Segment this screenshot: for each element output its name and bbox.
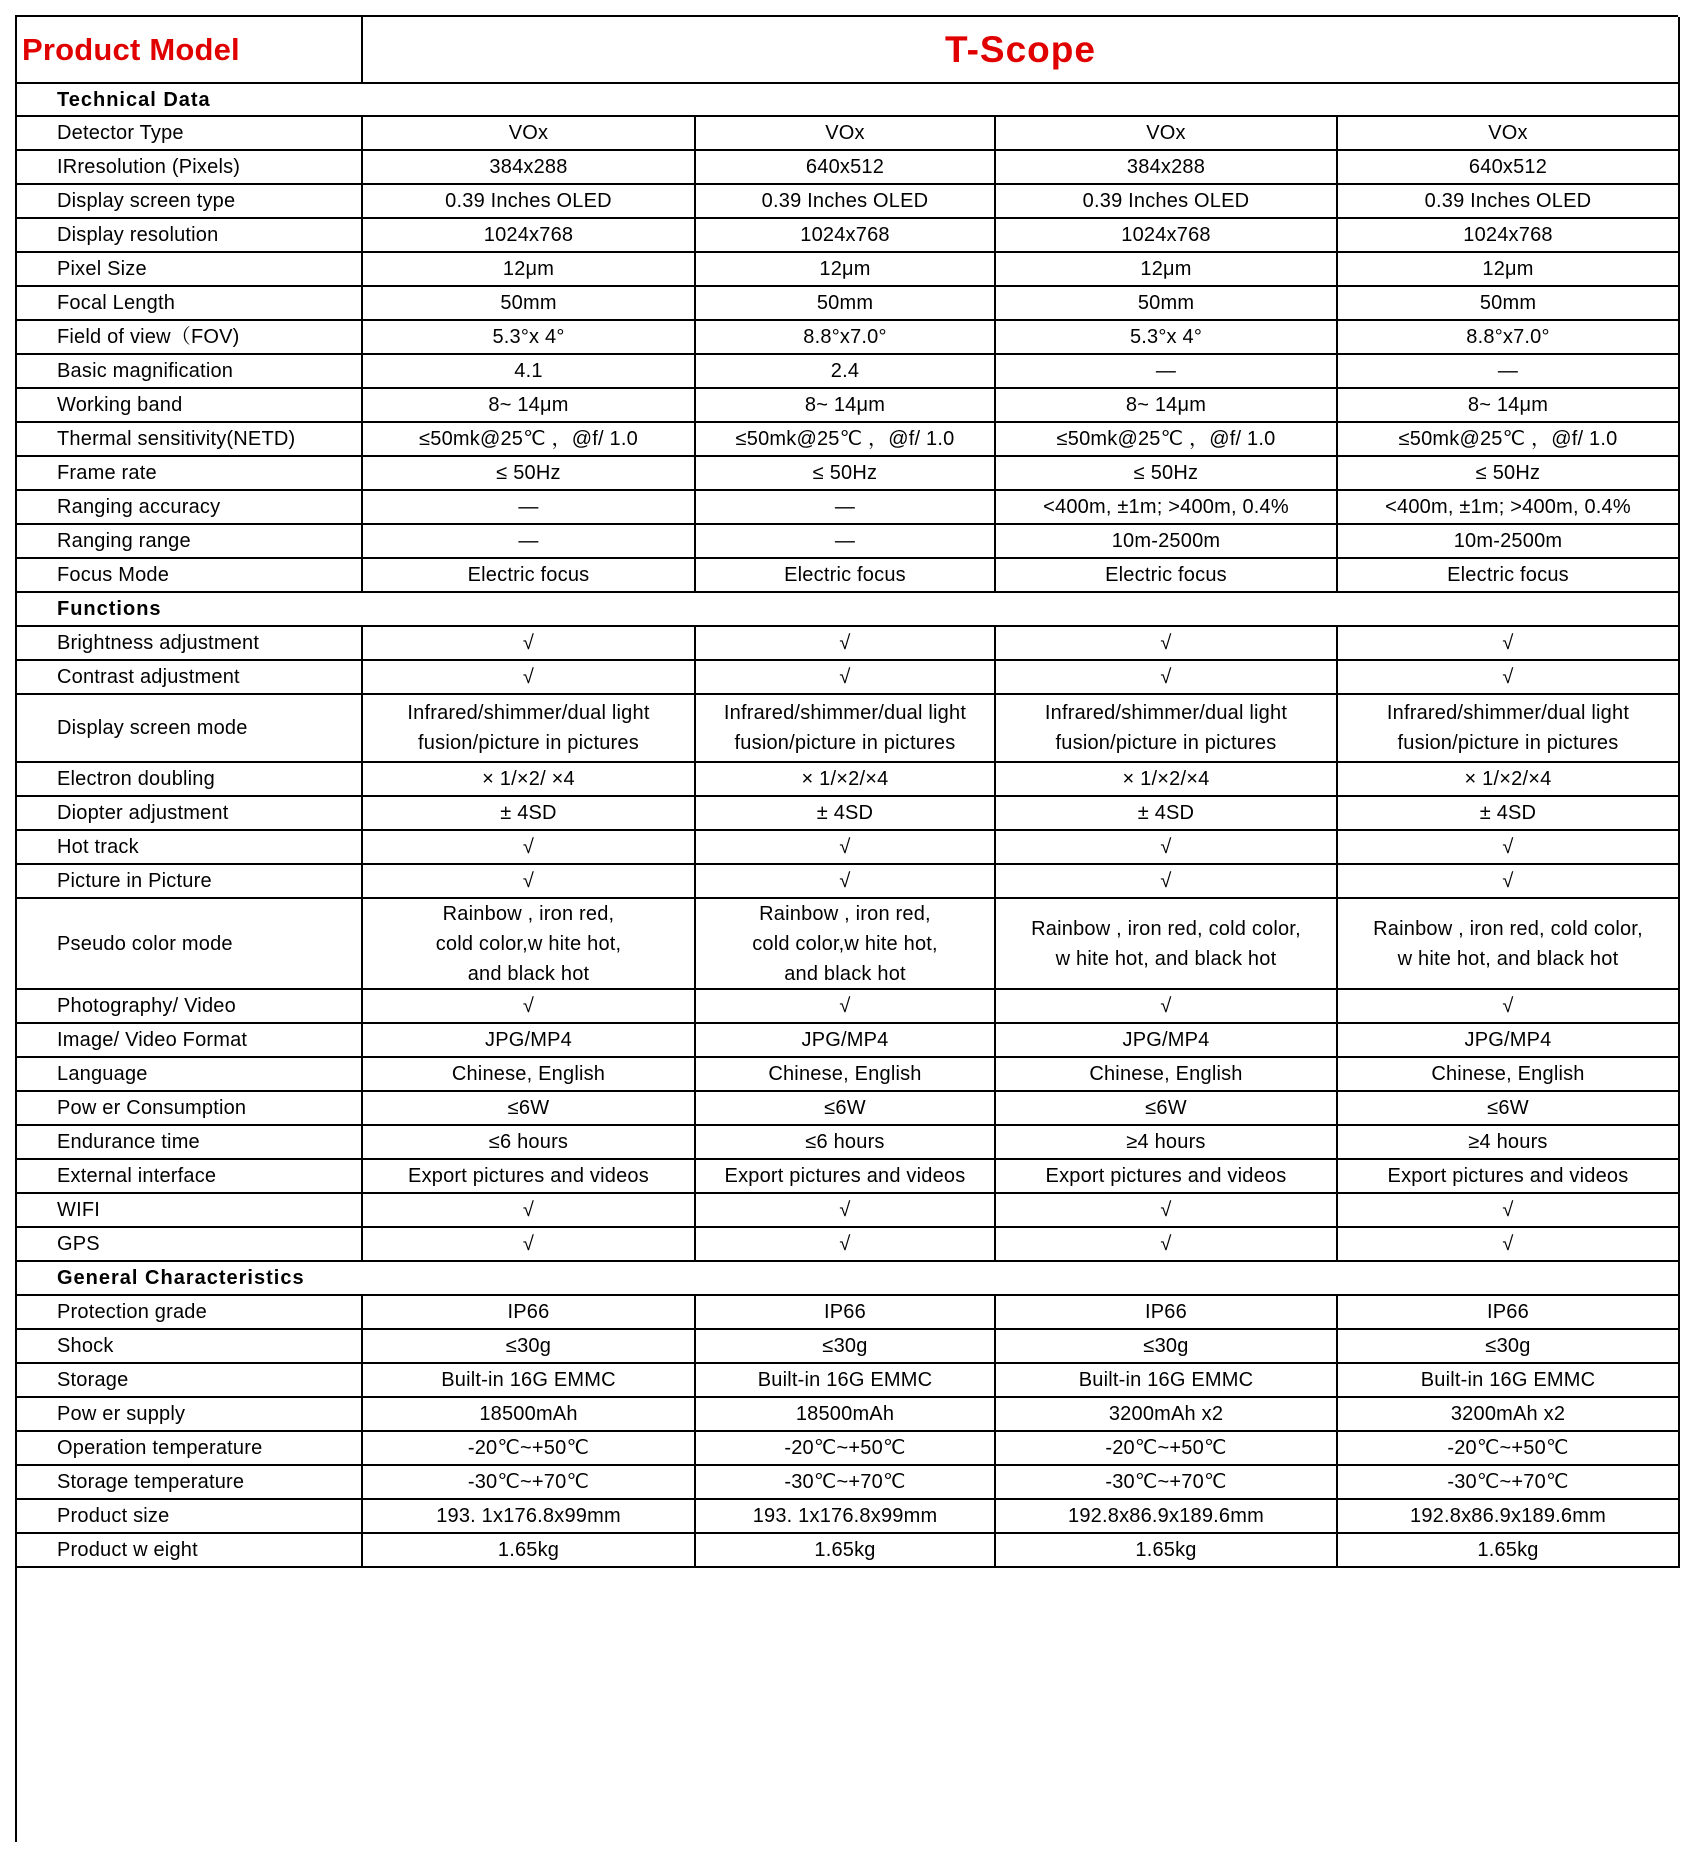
spec-row-label: GPS: [17, 1228, 363, 1262]
spec-value-model-1: Electric focus: [363, 559, 696, 593]
spec-value-model-4: √: [1338, 1228, 1680, 1262]
spec-value-model-4: <400m, ±1m; >400m, 0.4%: [1338, 491, 1680, 525]
spec-value-model-2: VOx: [696, 117, 996, 151]
spec-value-model-4: 12μm: [1338, 253, 1680, 287]
spec-row-label: External interface: [17, 1160, 363, 1194]
spec-value-model-1: √: [363, 1228, 696, 1262]
spec-row-label: Protection grade: [17, 1296, 363, 1330]
spec-value-model-1: ≤50mk@25℃ ，@f/ 1.0: [363, 423, 696, 457]
spec-row-label: Product size: [17, 1500, 363, 1534]
spec-row-label: Hot track: [17, 831, 363, 865]
spec-value-model-2: IP66: [696, 1296, 996, 1330]
spec-value-model-4: ≤30g: [1338, 1330, 1680, 1364]
spec-value-model-1: ± 4SD: [363, 797, 696, 831]
spec-value-model-4: ≤6W: [1338, 1092, 1680, 1126]
spec-value-model-2: Electric focus: [696, 559, 996, 593]
spec-value-model-3: Rainbow , iron red, cold color, w hite hot, and black hot: [996, 899, 1338, 990]
spec-value-model-2: ≤30g: [696, 1330, 996, 1364]
spec-value-model-3: <400m, ±1m; >400m, 0.4%: [996, 491, 1338, 525]
spec-value-model-2: √: [696, 865, 996, 899]
spec-value-model-4: 1024x768: [1338, 219, 1680, 253]
spec-value-model-2: ≤6W: [696, 1092, 996, 1126]
spec-row-label: Endurance time: [17, 1126, 363, 1160]
spec-value-model-3: Infrared/shimmer/dual light fusion/picture in pictures: [996, 695, 1338, 763]
spec-value-model-3: JPG/MP4: [996, 1024, 1338, 1058]
spec-row-label: Storage: [17, 1364, 363, 1398]
spec-value-model-3: ≤ 50Hz: [996, 457, 1338, 491]
spec-value-model-3: 10m-2500m: [996, 525, 1338, 559]
spec-row-label: Pixel Size: [17, 253, 363, 287]
spec-value-model-1: —: [363, 491, 696, 525]
spec-value-model-2: 8.8°x7.0°: [696, 321, 996, 355]
spec-value-model-2: 193. 1x176.8x99mm: [696, 1500, 996, 1534]
spec-value-model-2: Rainbow , iron red, cold color,w hite hot, and black hot: [696, 899, 996, 990]
spec-value-model-3: ≤50mk@25℃ ，@f/ 1.0: [996, 423, 1338, 457]
spec-row-label: IRresolution (Pixels): [17, 151, 363, 185]
spec-value-model-1: ≤ 50Hz: [363, 457, 696, 491]
spec-value-model-3: 1.65kg: [996, 1534, 1338, 1568]
spec-value-model-1: 1.65kg: [363, 1534, 696, 1568]
spec-row-label: Brightness adjustment: [17, 627, 363, 661]
spec-row-label: Ranging range: [17, 525, 363, 559]
spec-value-model-4: √: [1338, 661, 1680, 695]
spec-value-model-4: ≤ 50Hz: [1338, 457, 1680, 491]
spec-row-label: Electron doubling: [17, 763, 363, 797]
product-model-label: Product Model: [17, 17, 363, 84]
spec-value-model-3: 3200mAh x2: [996, 1398, 1338, 1432]
spec-value-model-3: 5.3°x 4°: [996, 321, 1338, 355]
spec-row-label: Display resolution: [17, 219, 363, 253]
spec-value-model-3: 0.39 Inches OLED: [996, 185, 1338, 219]
spec-row-label: Thermal sensitivity(NETD): [17, 423, 363, 457]
spec-value-model-1: 1024x768: [363, 219, 696, 253]
spec-row-label: Shock: [17, 1330, 363, 1364]
spec-value-model-2: √: [696, 1228, 996, 1262]
spec-value-model-3: √: [996, 990, 1338, 1024]
spec-value-model-4: √: [1338, 990, 1680, 1024]
spec-value-model-3: √: [996, 627, 1338, 661]
spec-value-model-1: 50mm: [363, 287, 696, 321]
spec-value-model-4: × 1/×2/×4: [1338, 763, 1680, 797]
spec-value-model-4: —: [1338, 355, 1680, 389]
spec-row-label: Detector Type: [17, 117, 363, 151]
spec-value-model-3: 384x288: [996, 151, 1338, 185]
spec-value-model-4: Export pictures and videos: [1338, 1160, 1680, 1194]
spec-value-model-1: √: [363, 661, 696, 695]
spec-value-model-4: 3200mAh x2: [1338, 1398, 1680, 1432]
spec-row-label: Photography/ Video: [17, 990, 363, 1024]
spec-value-model-3: ≥4 hours: [996, 1126, 1338, 1160]
spec-row-label: Picture in Picture: [17, 865, 363, 899]
spec-value-model-1: -30℃~+70℃: [363, 1466, 696, 1500]
spec-row-label: Pow er supply: [17, 1398, 363, 1432]
spec-row-label: Basic magnification: [17, 355, 363, 389]
spec-value-model-4: ≥4 hours: [1338, 1126, 1680, 1160]
spec-row-label: Display screen mode: [17, 695, 363, 763]
spec-value-model-3: Electric focus: [996, 559, 1338, 593]
spec-value-model-4: 8~ 14μm: [1338, 389, 1680, 423]
spec-value-model-2: 0.39 Inches OLED: [696, 185, 996, 219]
section-heading: Functions: [17, 593, 1680, 627]
spec-value-model-4: -20℃~+50℃: [1338, 1432, 1680, 1466]
spec-value-model-1: 4.1: [363, 355, 696, 389]
spec-value-model-2: ≤50mk@25℃ ，@f/ 1.0: [696, 423, 996, 457]
spec-value-model-3: —: [996, 355, 1338, 389]
spec-value-model-1: √: [363, 990, 696, 1024]
spec-row-label: Focus Mode: [17, 559, 363, 593]
spec-row-label: Pseudo color mode: [17, 899, 363, 990]
spec-value-model-2: ≤6 hours: [696, 1126, 996, 1160]
spec-value-model-3: 192.8x86.9x189.6mm: [996, 1500, 1338, 1534]
spec-value-model-1: Export pictures and videos: [363, 1160, 696, 1194]
spec-value-model-2: -30℃~+70℃: [696, 1466, 996, 1500]
spec-value-model-2: Export pictures and videos: [696, 1160, 996, 1194]
spec-value-model-1: 384x288: [363, 151, 696, 185]
spec-value-model-1: —: [363, 525, 696, 559]
spec-value-model-1: √: [363, 865, 696, 899]
spec-value-model-4: 8.8°x7.0°: [1338, 321, 1680, 355]
spec-value-model-2: JPG/MP4: [696, 1024, 996, 1058]
spec-row-label: Ranging accuracy: [17, 491, 363, 525]
spec-row-label: Contrast adjustment: [17, 661, 363, 695]
spec-value-model-2: ± 4SD: [696, 797, 996, 831]
spec-value-model-2: —: [696, 491, 996, 525]
spec-value-model-2: 1024x768: [696, 219, 996, 253]
spec-row-label: Focal Length: [17, 287, 363, 321]
spec-value-model-1: VOx: [363, 117, 696, 151]
spec-row-label: Diopter adjustment: [17, 797, 363, 831]
spec-value-model-4: 0.39 Inches OLED: [1338, 185, 1680, 219]
spec-value-model-2: Chinese, English: [696, 1058, 996, 1092]
spec-value-model-2: √: [696, 990, 996, 1024]
spec-value-model-4: √: [1338, 627, 1680, 661]
spec-value-model-1: 5.3°x 4°: [363, 321, 696, 355]
spec-value-model-3: √: [996, 1228, 1338, 1262]
spec-value-model-4: 50mm: [1338, 287, 1680, 321]
spec-value-model-4: √: [1338, 831, 1680, 865]
spec-value-model-3: Built-in 16G EMMC: [996, 1364, 1338, 1398]
spec-value-model-2: √: [696, 627, 996, 661]
spec-value-model-3: 50mm: [996, 287, 1338, 321]
spec-value-model-2: √: [696, 661, 996, 695]
spec-row-label: Display screen type: [17, 185, 363, 219]
spec-value-model-2: ≤ 50Hz: [696, 457, 996, 491]
spec-value-model-4: ≤50mk@25℃ ，@f/ 1.0: [1338, 423, 1680, 457]
spec-value-model-2: Built-in 16G EMMC: [696, 1364, 996, 1398]
spec-value-model-2: 640x512: [696, 151, 996, 185]
spec-value-model-4: JPG/MP4: [1338, 1024, 1680, 1058]
spec-value-model-1: √: [363, 831, 696, 865]
spec-value-model-2: √: [696, 1194, 996, 1228]
spec-value-model-2: 2.4: [696, 355, 996, 389]
spec-value-model-3: √: [996, 831, 1338, 865]
spec-value-model-4: IP66: [1338, 1296, 1680, 1330]
spec-value-model-4: √: [1338, 1194, 1680, 1228]
spec-value-model-2: 50mm: [696, 287, 996, 321]
spec-value-model-4: VOx: [1338, 117, 1680, 151]
section-heading: Technical Data: [17, 84, 1680, 117]
spec-value-model-1: 18500mAh: [363, 1398, 696, 1432]
spec-value-model-2: 1.65kg: [696, 1534, 996, 1568]
spec-row-label: Frame rate: [17, 457, 363, 491]
spec-value-model-3: -20℃~+50℃: [996, 1432, 1338, 1466]
section-heading: General Characteristics: [17, 1262, 1680, 1296]
product-model-name: T-Scope: [363, 17, 1680, 84]
spec-value-model-2: —: [696, 525, 996, 559]
spec-value-model-4: -30℃~+70℃: [1338, 1466, 1680, 1500]
spec-value-model-3: IP66: [996, 1296, 1338, 1330]
spec-value-model-1: Rainbow , iron red, cold color,w hite hot, and black hot: [363, 899, 696, 990]
spec-row-label: Storage temperature: [17, 1466, 363, 1500]
spec-row-label: Image/ Video Format: [17, 1024, 363, 1058]
spec-value-model-3: VOx: [996, 117, 1338, 151]
spec-value-model-3: × 1/×2/×4: [996, 763, 1338, 797]
spec-value-model-1: × 1/×2/ ×4: [363, 763, 696, 797]
spec-row-label: Language: [17, 1058, 363, 1092]
spec-row-label: Product w eight: [17, 1534, 363, 1568]
spec-value-model-3: ± 4SD: [996, 797, 1338, 831]
spec-value-model-1: ≤6W: [363, 1092, 696, 1126]
spec-value-model-1: 0.39 Inches OLED: [363, 185, 696, 219]
spec-value-model-2: 12μm: [696, 253, 996, 287]
spec-value-model-2: -20℃~+50℃: [696, 1432, 996, 1466]
spec-row-label: WIFI: [17, 1194, 363, 1228]
spec-value-model-1: 12μm: [363, 253, 696, 287]
spec-value-model-4: 640x512: [1338, 151, 1680, 185]
spec-row-label: Field of view（FOV): [17, 321, 363, 355]
spec-value-model-2: 8~ 14μm: [696, 389, 996, 423]
spec-value-model-1: 8~ 14μm: [363, 389, 696, 423]
spec-value-model-4: Rainbow , iron red, cold color, w hite hot, and black hot: [1338, 899, 1680, 990]
spec-value-model-4: Chinese, English: [1338, 1058, 1680, 1092]
spec-value-model-3: ≤6W: [996, 1092, 1338, 1126]
spec-value-model-1: IP66: [363, 1296, 696, 1330]
spec-value-model-4: Built-in 16G EMMC: [1338, 1364, 1680, 1398]
spec-value-model-1: √: [363, 1194, 696, 1228]
spec-value-model-3: Chinese, English: [996, 1058, 1338, 1092]
spec-value-model-3: √: [996, 865, 1338, 899]
spec-value-model-3: Export pictures and videos: [996, 1160, 1338, 1194]
spec-value-model-2: √: [696, 831, 996, 865]
spec-value-model-1: 193. 1x176.8x99mm: [363, 1500, 696, 1534]
spec-value-model-3: √: [996, 1194, 1338, 1228]
spec-value-model-1: ≤6 hours: [363, 1126, 696, 1160]
spec-value-model-4: ± 4SD: [1338, 797, 1680, 831]
spec-value-model-4: 10m-2500m: [1338, 525, 1680, 559]
spec-row-label: Operation temperature: [17, 1432, 363, 1466]
spec-row-label: Pow er Consumption: [17, 1092, 363, 1126]
spec-value-model-1: Chinese, English: [363, 1058, 696, 1092]
spec-value-model-4: √: [1338, 865, 1680, 899]
spec-value-model-3: 8~ 14μm: [996, 389, 1338, 423]
spec-value-model-3: -30℃~+70℃: [996, 1466, 1338, 1500]
spec-value-model-3: ≤30g: [996, 1330, 1338, 1364]
spec-value-model-1: Infrared/shimmer/dual light fusion/picture in pictures: [363, 695, 696, 763]
spec-value-model-4: Infrared/shimmer/dual light fusion/picture in pictures: [1338, 695, 1680, 763]
spec-value-model-4: 1.65kg: [1338, 1534, 1680, 1568]
spec-value-model-2: × 1/×2/×4: [696, 763, 996, 797]
spec-value-model-1: Built-in 16G EMMC: [363, 1364, 696, 1398]
spec-value-model-1: ≤30g: [363, 1330, 696, 1364]
spec-value-model-2: Infrared/shimmer/dual light fusion/picture in pictures: [696, 695, 996, 763]
spec-value-model-2: 18500mAh: [696, 1398, 996, 1432]
spec-value-model-4: Electric focus: [1338, 559, 1680, 593]
spec-row-label: Working band: [17, 389, 363, 423]
spec-value-model-1: JPG/MP4: [363, 1024, 696, 1058]
spec-table: [15, 15, 1678, 1842]
spec-value-model-1: -20℃~+50℃: [363, 1432, 696, 1466]
spec-value-model-1: √: [363, 627, 696, 661]
spec-value-model-3: 12μm: [996, 253, 1338, 287]
spec-value-model-3: √: [996, 661, 1338, 695]
spec-value-model-4: 192.8x86.9x189.6mm: [1338, 1500, 1680, 1534]
spec-value-model-3: 1024x768: [996, 219, 1338, 253]
